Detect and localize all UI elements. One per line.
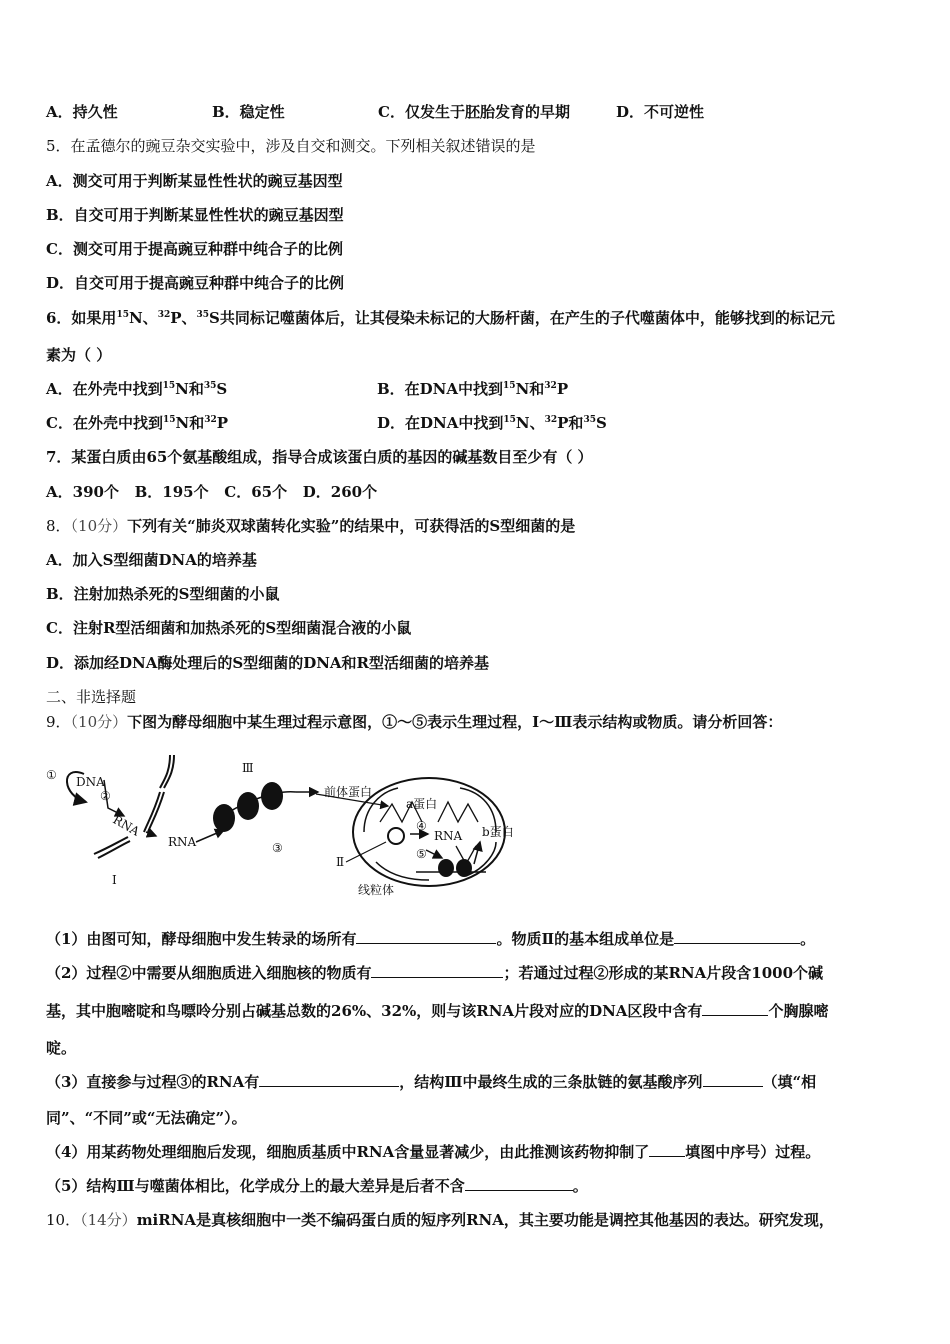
- label-rna-mito: RNA: [434, 829, 463, 843]
- label-I: Ⅰ: [112, 873, 117, 887]
- q6-option-a[interactable]: A．在外壳中找到$^{15}$N和$^{35}$S: [46, 380, 228, 398]
- q8-option-c[interactable]: C．注射R型活细菌和加热杀死的S型细菌混合液的小鼠: [46, 619, 412, 637]
- label-2: ②: [100, 789, 111, 803]
- q4-option-c[interactable]: C．仅发生于胚胎发育的早期: [378, 103, 570, 121]
- section-heading: 二、非选择题: [46, 688, 137, 706]
- q6-option-d[interactable]: D．在DNA中找到$^{15}$N、$^{32}$P和$^{35}$S: [377, 414, 607, 432]
- q9-sub2-line2: 基，其中胞嘧啶和鸟嘌呤分别占碱基总数的26%、32%，则与该RNA片段对应的DNA区段中含有 个胸腺嘧: [46, 1002, 829, 1020]
- export-arrow: [146, 832, 156, 836]
- rna-to-ribosome-arrow: [196, 830, 224, 842]
- label-precursor-protein: 前体蛋白: [324, 785, 373, 799]
- q4-option-b[interactable]: B．稳定性: [212, 103, 285, 121]
- q9-sub2: （2）过程②中需要从细胞质进入细胞核的物质有 ；若通过过程②形成的某RNA片段含1000个碱: [46, 964, 824, 982]
- yeast-cell-diagram: [46, 752, 546, 897]
- q9-sub2-line3: 啶。: [46, 1039, 77, 1057]
- mitochondrial-dna: [388, 828, 404, 844]
- q6-option-c[interactable]: C．在外壳中找到$^{15}$N和$^{32}$P: [46, 414, 229, 432]
- answer-blank[interactable]: [371, 963, 503, 978]
- q9-sub3: （3）直接参与过程③的RNA有 ，结构Ⅲ中最终生成的三条肽链的氨基酸序列 （填“相: [46, 1073, 817, 1091]
- q6-stem: 6．如果用$^{15}$N、$^{32}$P、$^{35}$S共同标记噬菌体后，让其侵染未标记的大肠杆菌，在产生的子代噬菌体中，能够找到的标记元: [46, 309, 835, 327]
- q6-options-ab: [46, 379, 568, 399]
- label-rna-cytoplasm: RNA: [168, 835, 197, 849]
- q6-stem-line2: 素为（ ）: [46, 346, 112, 364]
- q10-stem: 10．（14分）miRNA是真核细胞中一类不编码蛋白质的短序列RNA，其主要功能是调控其他基因的表达。研究发现，: [46, 1211, 834, 1229]
- label-rna-nucleus: RNA: [110, 812, 142, 839]
- nuclear-envelope-top: [160, 755, 170, 788]
- q9-sub4: （4）用某药物处理细胞后发现，细胞质基质中RNA含量显著减少，由此推测该药物抑制了 填图中序号）过程。: [46, 1143, 821, 1161]
- q8-option-b[interactable]: B．注射加热杀死的S型细菌的小鼠: [46, 585, 280, 603]
- q9-sub3-line2: 同”、“不同”或“无法确定”）。: [46, 1109, 247, 1127]
- q7-options[interactable]: A．390个 B．195个 C．65个 D．260个: [46, 483, 378, 501]
- q4-options: [46, 102, 704, 122]
- q9-stem: 9．（10分）下图为酵母细胞中某生理过程示意图，①～⑤表示生理过程，Ⅰ～Ⅲ表示结构或物质。请分析回答：: [46, 713, 783, 731]
- answer-blank[interactable]: [703, 1072, 763, 1087]
- label-3: ③: [272, 841, 283, 855]
- q9-sub5: （5）结构Ⅲ与噬菌体相比，化学成分上的最大差异是后者不含 。: [46, 1177, 588, 1195]
- q6-option-b[interactable]: B．在DNA中找到$^{15}$N和$^{32}$P: [377, 380, 569, 398]
- q5-option-b[interactable]: B．自交可用于判断某显性性状的豌豆基因型: [46, 206, 344, 224]
- label-II-leader: [346, 842, 386, 862]
- label-5: ⑤: [416, 847, 427, 861]
- q6-options-cd: [46, 413, 607, 433]
- label-b-protein: b蛋白: [482, 825, 514, 839]
- q8-option-d[interactable]: D．添加经DNA酶处理后的S型细菌的DNA和R型活细菌的培养基: [46, 654, 490, 672]
- answer-blank[interactable]: [702, 1001, 768, 1016]
- answer-blank[interactable]: [356, 929, 496, 944]
- b-protein-arrow: [474, 842, 480, 864]
- q5-stem: 5．在孟德尔的豌豆杂交实验中，涉及自交和测交。下列相关叙述错误的是: [46, 137, 536, 155]
- label-mitochondrion: 线粒体: [358, 883, 395, 897]
- q4-option-a[interactable]: A．持久性: [46, 103, 118, 121]
- q5-option-d[interactable]: D．自交可用于提高豌豆种群中纯合子的比例: [46, 274, 345, 292]
- answer-blank[interactable]: [259, 1072, 399, 1087]
- label-4: ④: [416, 819, 427, 833]
- q9-sub1: （1）由图可知，酵母细胞中发生转录的场所有 。物质Ⅱ的基本组成单位是 。: [46, 930, 816, 948]
- answer-blank[interactable]: [465, 1176, 573, 1191]
- label-a-protein: a蛋白: [406, 797, 438, 811]
- label-II: Ⅱ: [336, 855, 345, 869]
- q8-stem: 8．（10分）下列有关“肺炎双球菌转化实验”的结果中，可获得活的S型细菌的是: [46, 517, 576, 535]
- q4-option-d[interactable]: D．不可逆性: [616, 103, 705, 121]
- mitochondrion-cristae: [380, 802, 478, 864]
- q5-option-a[interactable]: A．测交可用于判断某显性性状的豌豆基因型: [46, 172, 343, 190]
- label-III: Ⅲ: [242, 761, 254, 775]
- q8-option-a[interactable]: A．加入S型细菌DNA的培养基: [46, 551, 257, 569]
- answer-blank[interactable]: [674, 929, 800, 944]
- q5-option-c[interactable]: C．测交可用于提高豌豆种群中纯合子的比例: [46, 240, 343, 258]
- q7-stem: 7．某蛋白质由65个氨基酸组成，指导合成该蛋白质的基因的碱基数目至少有（ ）: [46, 448, 593, 466]
- label-1: ①: [46, 768, 57, 782]
- answer-blank[interactable]: [649, 1142, 685, 1157]
- label-dna: DNA: [76, 775, 105, 789]
